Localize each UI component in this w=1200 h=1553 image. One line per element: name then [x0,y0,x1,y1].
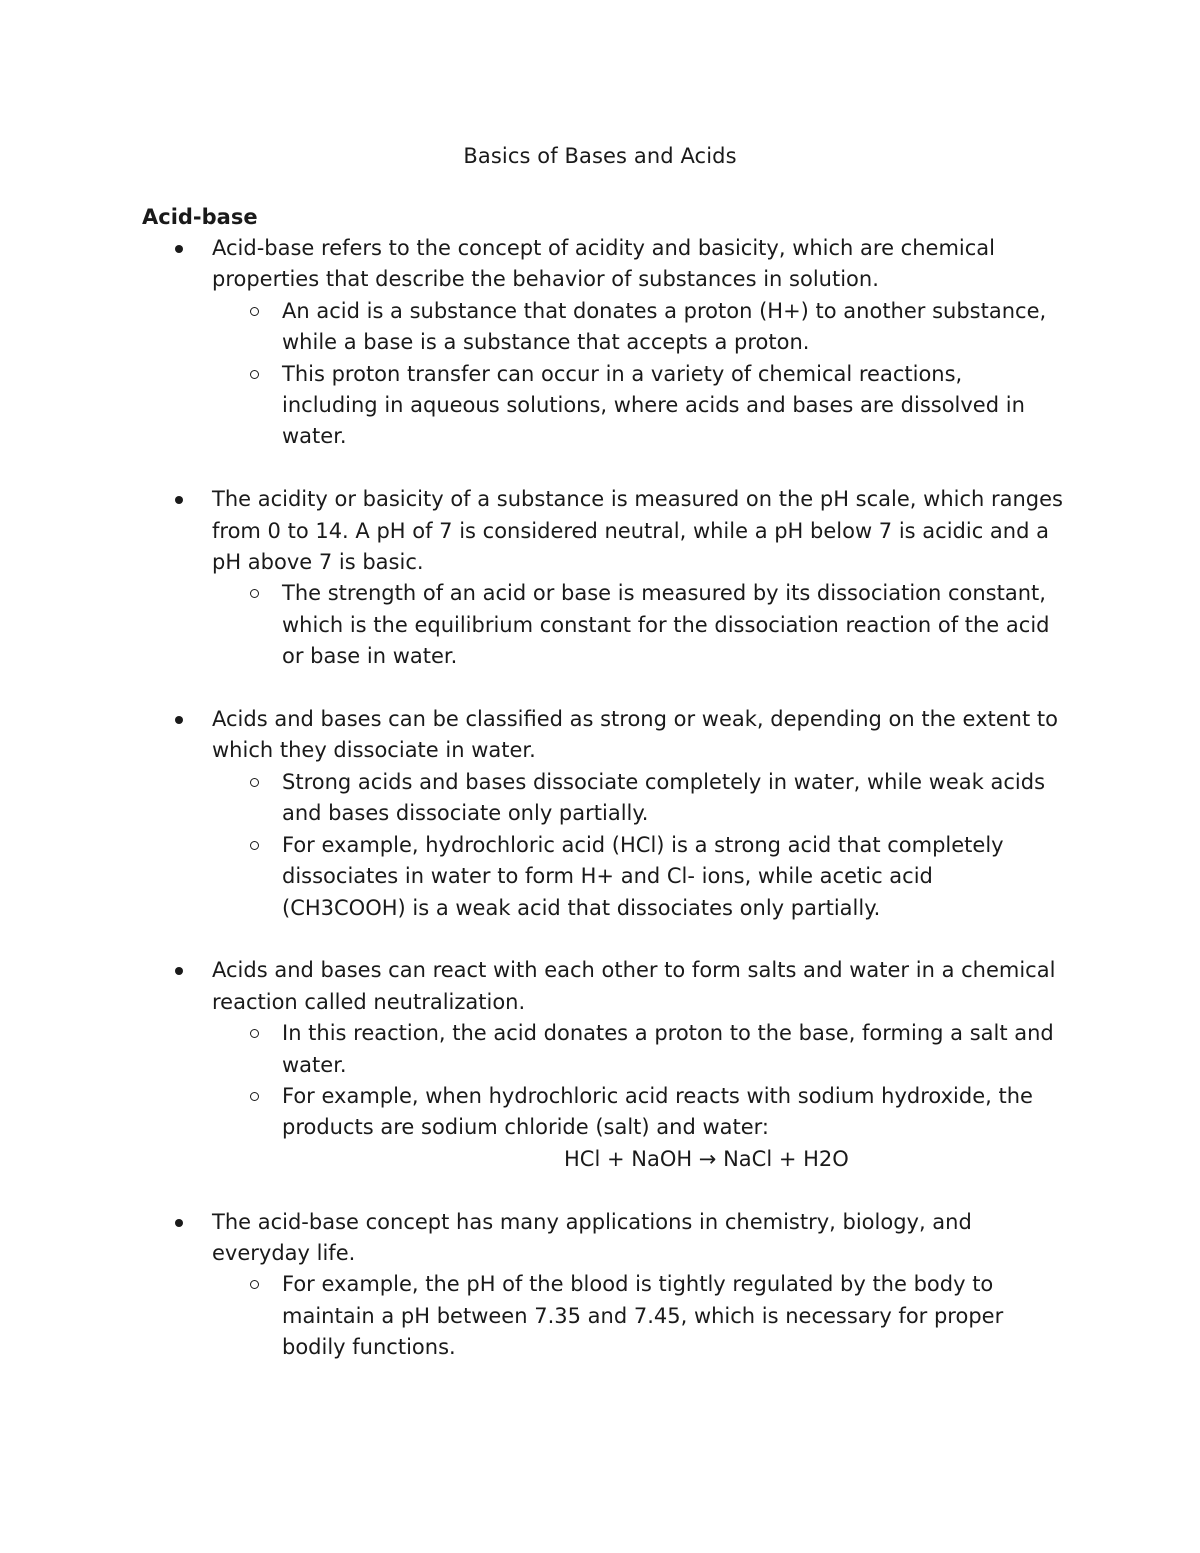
bullet-dot-icon [175,716,183,724]
hollow-circle-icon [250,1092,259,1101]
document-title: Basics of Bases and Acids [463,144,737,168]
sub-item [282,1018,1062,1081]
sub-item-text: The strength of an acid or base is measured by its dissociation constant, which is the equilibrium constant for the dissociation reaction of the acid or base in water. [282,581,1050,669]
sub-item-text: This proton transfer can occur in a variety of chemical reactions, including in aqueous solutions, where acids and bases are dissolved in water. [282,361,1025,449]
hollow-circle-icon [250,307,259,316]
bullet-item [212,704,1072,924]
sub-list [212,1269,1072,1363]
bullet-dot-icon [175,245,183,253]
bullet-item [212,1207,1072,1364]
bullet-text: The acid-base concept has many applications in chemistry, biology, and everyday life. [212,1209,972,1265]
sub-item [282,830,1062,924]
sub-item-text: Strong acids and bases dissociate completely in water, while weak acids and bases dissociate only partially. [282,769,1046,826]
sub-item [282,359,1062,453]
bullet-dot-icon [175,1219,183,1227]
sub-item-text: For example, when hydrochloric acid reacts with sodium hydroxide, the products are sodium chloride (salt) and water: [282,1083,1033,1140]
sub-item-text: For example, the pH of the blood is tightly regulated by the body to maintain a pH between 7.35 and 7.45, which is necessary for proper bodily functions. [282,1272,1004,1360]
sub-item [282,1269,1062,1363]
section-heading: Acid-base [142,205,258,229]
sub-list [212,578,1072,672]
bullet-text: Acid-base refers to the concept of acidity and basicity, which are chemical properties that describe the behavior of substances in solution. [212,236,995,292]
sub-list [212,1018,1072,1144]
hollow-circle-icon [250,841,259,850]
bullet-item [212,955,1072,1175]
sub-item [282,578,1062,672]
sub-item-text: In this reaction, the acid donates a proton to the base, forming a salt and water. [282,1021,1054,1077]
sub-list [212,296,1072,453]
bullet-item [212,233,1072,453]
hollow-circle-icon [250,778,259,787]
bullet-text: Acids and bases can be classified as strong or weak, depending on the extent to which they dissociate in water. [212,707,1058,763]
sub-item-text: For example, hydrochloric acid (HCl) is a strong acid that completely dissociates in water to form H+ and Cl- ions, while acetic acid (CH3COOH) is a weak acid that dissociates only partially. [282,832,1004,920]
sub-list [212,767,1072,924]
sub-item [282,1081,1062,1144]
sub-item-text: An acid is a substance that donates a proton (H+) to another substance, while a base is a substance that accepts a proton. [282,298,1047,355]
bullet-text: Acids and bases can react with each other to form salts and water in a chemical reaction called neutralization. [212,958,1056,1014]
sub-item [282,296,1062,359]
chemical-equation: HCl + NaOH → NaCl + H2O [564,1146,849,1171]
bullet-dot-icon [175,496,183,504]
bullet-dot-icon [175,967,183,975]
sub-item [282,767,1062,830]
bullet-text: The acidity or basicity of a substance is measured on the pH scale, which ranges from 0 to 14. A pH of 7 is considered neutral, while a pH below 7 is acidic and a pH above 7 is basic. [212,487,1063,575]
bullet-item [212,484,1072,672]
hollow-circle-icon [250,1280,259,1289]
hollow-circle-icon [250,1029,259,1038]
hollow-circle-icon [250,589,259,598]
hollow-circle-icon [250,370,259,379]
bullet-list [0,233,1200,1364]
